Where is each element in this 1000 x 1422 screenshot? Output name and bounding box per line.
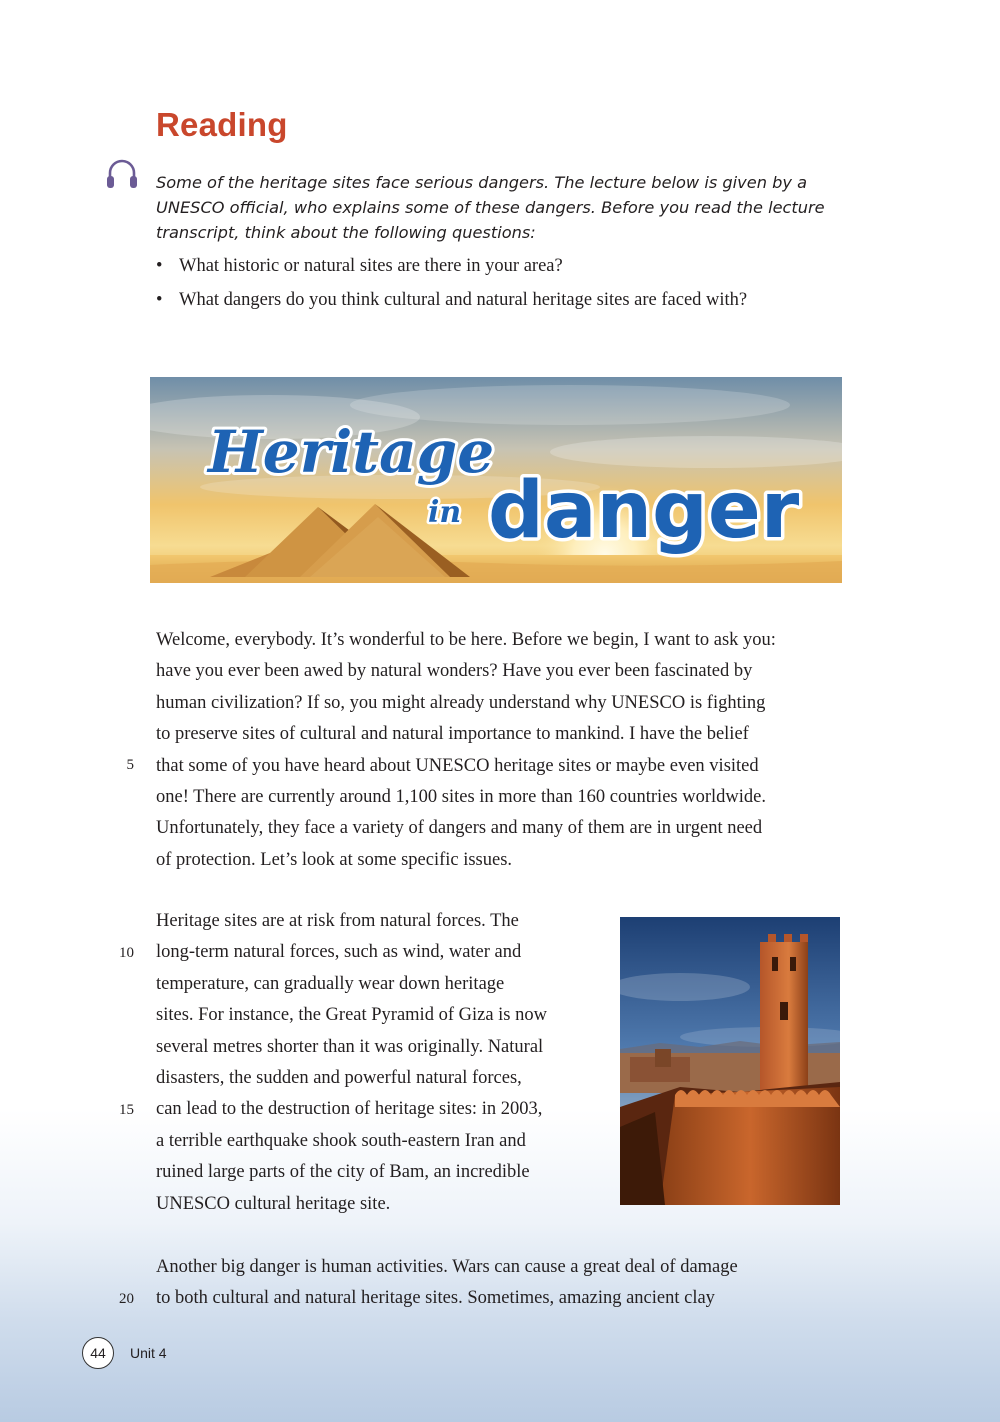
banner-title-danger: danger bbox=[488, 466, 800, 556]
text-line: temperature, can gradually wear down heritage bbox=[156, 973, 505, 994]
text-line: Unfortunately, they face a variety of dangers and many of them are in urgent need bbox=[156, 818, 763, 839]
text-line: a terrible earthquake shook south-eastern Iran and bbox=[156, 1130, 526, 1151]
section-heading: Reading bbox=[156, 106, 288, 143]
text-line: that some of you have heard about UNESCO heritage sites or maybe even visited bbox=[156, 755, 759, 776]
paragraph-3 bbox=[156, 1252, 876, 1315]
banner-title-in: in bbox=[428, 495, 462, 530]
bullet: • bbox=[156, 256, 163, 276]
question-text: What historic or natural sites are there in your area? bbox=[179, 256, 563, 276]
text-line: of protection. Let’s look at some specific issues. bbox=[156, 849, 513, 870]
text-line: can lead to the destruction of heritage sites: in 2003, bbox=[156, 1099, 543, 1120]
question-list bbox=[156, 252, 876, 320]
text-line: Another big danger is human activities. Wars can cause a great deal of damage bbox=[156, 1257, 738, 1277]
text-line: human civilization? If so, you might already understand why UNESCO is fighting bbox=[156, 692, 766, 713]
bullet: • bbox=[156, 290, 163, 310]
citadel-illustration bbox=[620, 917, 840, 1205]
text-line: Welcome, everybody. It’s wonderful to be here. Before we begin, I want to ask you: bbox=[156, 630, 776, 650]
text-line: disasters, the sudden and powerful natural forces, bbox=[156, 1068, 522, 1089]
text-line: one! There are currently around 1,100 sites in more than 160 countries worldwide. bbox=[156, 787, 766, 808]
paragraph-1 bbox=[156, 625, 876, 876]
text-line: long-term natural forces, such as wind, water and bbox=[156, 942, 522, 963]
unit-label: Unit 4 bbox=[130, 1345, 167, 1361]
question-item bbox=[156, 286, 876, 314]
page-number: 44 bbox=[82, 1337, 114, 1369]
line-number: 15 bbox=[119, 1102, 134, 1118]
banner-illustration bbox=[150, 377, 842, 583]
text-line: UNESCO cultural heritage site. bbox=[156, 1193, 391, 1214]
question-text: What dangers do you think cultural and natural heritage sites are faced with? bbox=[179, 290, 748, 310]
text-line: have you ever been awed by natural wonders? Have you ever been fascinated by bbox=[156, 661, 753, 682]
text-line: several metres shorter than it was originally. Natural bbox=[156, 1036, 544, 1057]
intro-text: Some of the heritage sites face serious dangers. The lecture below is given by a UNESCO official, who explains some of these dangers. Before you read the lecture transcript, think about the following questions: bbox=[156, 173, 825, 242]
text-line: to both cultural and natural heritage sites. Sometimes, amazing ancient clay bbox=[156, 1288, 715, 1309]
line-number: 10 bbox=[119, 945, 134, 961]
headphones-icon[interactable] bbox=[104, 156, 140, 192]
line-number: 20 bbox=[119, 1291, 134, 1307]
text-line: sites. For instance, the Great Pyramid of Giza is now bbox=[156, 1005, 547, 1026]
text-line: ruined large parts of the city of Bam, an incredible bbox=[156, 1162, 530, 1183]
bam-citadel-photo bbox=[620, 917, 840, 1205]
banner-title-heritage: Heritage bbox=[208, 418, 495, 486]
heritage-in-danger-banner bbox=[150, 377, 842, 583]
text-line: to preserve sites of cultural and natural importance to mankind. I have the belief bbox=[156, 724, 749, 745]
paragraph-2 bbox=[156, 906, 606, 1220]
question-item bbox=[156, 252, 876, 280]
text-line: Heritage sites are at risk from natural forces. The bbox=[156, 911, 519, 931]
line-number: 5 bbox=[126, 757, 134, 773]
